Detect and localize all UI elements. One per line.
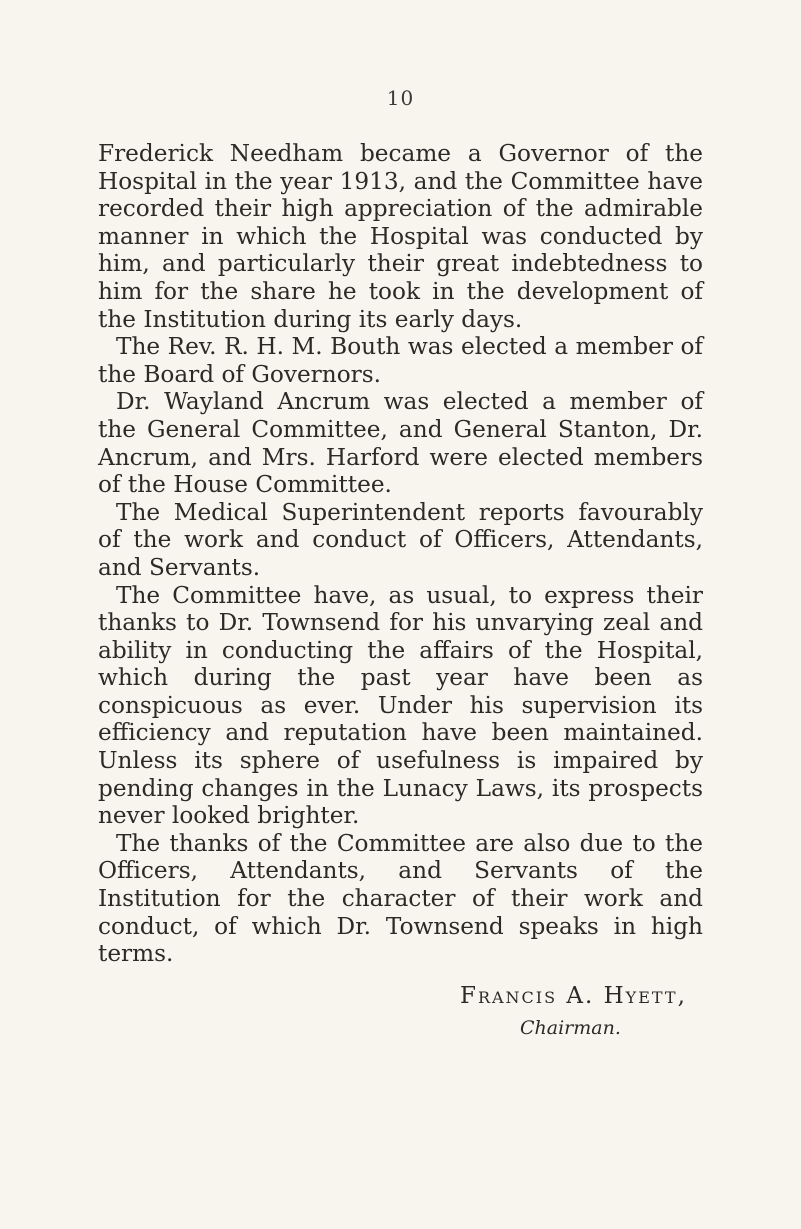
page-number: 10 <box>386 86 415 110</box>
signature-block <box>460 982 720 1040</box>
paragraph: The Medical Superintendent reports favourably of the work and conduct of Officers, Attendants, and Servants. <box>98 498 703 581</box>
signatory-title: Chairman. <box>520 1017 621 1039</box>
paragraph: Frederick Needham became a Governor of the Hospital in the year 1913, and the Committee have recorded their high appreciation of the admirable manner in which the Hospital was conducted by him, and particularly their great indebtedness to him for the share he took in the development of the Institution during its early days. <box>98 140 703 333</box>
paragraph: The Committee have, as usual, to express their thanks to Dr. Townsend for his unvarying zeal and ability in conducting the affairs of the Hospital, which during the past year have been as conspicuous as ever. Under his supervision its efficiency and reputation have been maintained. Unless its sphere of usefulness is impaired by pending changes in the Lunacy Laws, its prospects never looked brighter. <box>98 581 703 830</box>
paragraph: Dr. Wayland Ancrum was elected a member of the General Committee, and General Stanton, Dr. Ancrum, and Mrs. Harford were elected members of the House Committee. <box>98 388 703 499</box>
signatory-name: Francis A. Hyett, <box>460 983 687 1009</box>
paragraph: The Rev. R. H. M. Bouth was elected a member of the Board of Governors. <box>98 333 703 388</box>
body-text <box>98 140 703 968</box>
paragraph: The thanks of the Committee are also due to the Officers, Attendants, and Servants of the Institution for the character of their work and conduct, of which Dr. Townsend speaks in high terms. <box>98 829 703 968</box>
